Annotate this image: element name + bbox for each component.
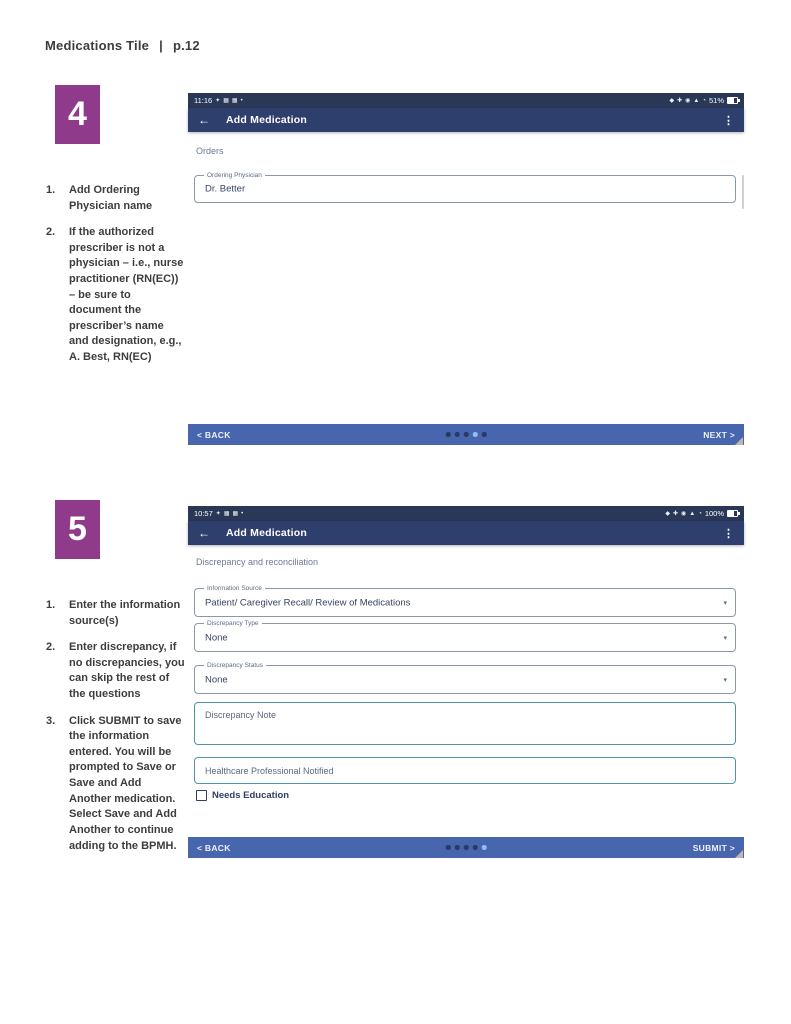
instruction-number: 1.: [46, 184, 56, 196]
notification-icon: ✦: [215, 510, 221, 517]
field-value: None: [205, 674, 228, 685]
notification-icon: ✦: [215, 97, 221, 104]
step-4-badge: 4: [55, 85, 100, 144]
status-bar-right: [665, 509, 738, 518]
page-dot: [446, 845, 451, 850]
status-bar-left: [194, 96, 243, 105]
needs-education-checkbox[interactable]: [196, 790, 207, 801]
alarm-icon: ◔: [698, 510, 702, 517]
section-label: Orders: [196, 146, 224, 156]
discrepancy-status-dropdown[interactable]: [194, 662, 736, 694]
screenshot-icon: ▦: [223, 510, 230, 517]
app-bar-title: Add Medication: [226, 527, 307, 539]
doc-header: [45, 38, 200, 53]
next-button[interactable]: NEXT >: [703, 429, 735, 440]
instruction-number: 1.: [46, 599, 56, 611]
instruction-item: [46, 183, 186, 214]
checkbox-label: Needs Education: [212, 790, 290, 801]
instruction-item: [46, 598, 186, 629]
app-bar: [188, 108, 744, 132]
instruction-number: 2.: [46, 226, 56, 239]
bottom-nav-bar: [188, 424, 744, 445]
page-dot: [473, 845, 478, 850]
wifi-icon: ▲: [693, 97, 700, 104]
ordering-physician-field[interactable]: [194, 172, 736, 203]
form-body: [188, 545, 744, 837]
page-dot: [455, 432, 460, 437]
clock-text: 10:57: [194, 509, 213, 518]
back-arrow-icon[interactable]: ←: [198, 113, 210, 127]
status-bar: [188, 93, 744, 108]
field-label: Ordering Physician: [204, 172, 265, 179]
battery-icon: [727, 510, 738, 517]
back-button[interactable]: < BACK: [197, 842, 231, 853]
form-body: [188, 132, 744, 424]
instruction-text: If the authorized prescriber is not a physician – i.e., nurse practitioner (RN(EC)) – be sure to document the prescriber’s name and designation, e.g., A. Best, RN(EC): [69, 226, 184, 364]
more-notifications-icon: •: [241, 510, 244, 517]
step-5-badge: 5: [55, 500, 100, 559]
instruction-number: 3.: [46, 714, 56, 727]
instruction-item: [46, 640, 186, 702]
page-dot: [455, 845, 460, 850]
doc-page-number: p.12: [172, 38, 200, 53]
discrepancy-type-dropdown[interactable]: [194, 620, 736, 652]
location-icon: ◉: [680, 510, 687, 517]
doc-title: Medications Tile: [45, 38, 150, 53]
instruction-text: Enter the information source(s): [69, 599, 181, 627]
screenshot-add-medication-orders: [188, 93, 744, 445]
screenshot-add-medication-discrepancy: [188, 506, 744, 858]
status-bar-left: [194, 509, 243, 518]
alarm-icon: ◔: [702, 97, 706, 104]
app-notification-icon: ▦: [231, 97, 238, 104]
page-dots: [446, 845, 487, 850]
wifi-icon: ▲: [689, 510, 696, 517]
battery-icon: [727, 97, 738, 104]
instruction-item: [46, 714, 186, 854]
medical-icon: ✚: [677, 97, 683, 104]
page-dot: [464, 432, 469, 437]
page-dots: [446, 432, 487, 437]
nfc-icon: ◆: [669, 97, 675, 104]
field-value: None: [205, 632, 228, 643]
page-dot: [446, 432, 451, 437]
needs-education-checkbox-row: [196, 790, 289, 801]
battery-percent: 100%: [704, 509, 724, 518]
battery-percent: 51%: [708, 96, 724, 105]
discrepancy-note-textarea[interactable]: [194, 702, 736, 745]
field-label: Information Source: [204, 585, 265, 592]
bottom-nav-bar: [188, 837, 744, 858]
healthcare-professional-notified-input[interactable]: [194, 757, 736, 784]
app-bar-title: Add Medication: [226, 114, 307, 126]
app-notification-icon: ▦: [232, 510, 239, 517]
page-curl-icon: [735, 437, 743, 445]
chevron-down-icon: ▾: [723, 599, 727, 607]
nfc-icon: ◆: [665, 510, 670, 517]
page-dot-active: [482, 845, 487, 850]
scrollbar[interactable]: [742, 175, 744, 209]
chevron-down-icon: ▾: [723, 676, 727, 684]
instruction-item: [46, 225, 186, 365]
page-curl-icon: [735, 850, 743, 858]
back-arrow-icon[interactable]: ←: [198, 526, 210, 540]
page-dot: [464, 845, 469, 850]
overflow-menu-icon[interactable]: ⋮: [723, 527, 734, 540]
back-button[interactable]: < BACK: [197, 429, 231, 440]
instruction-number: 2.: [46, 641, 56, 654]
step-4-instructions: [46, 183, 186, 366]
submit-button[interactable]: SUBMIT >: [692, 842, 735, 853]
step-5-instructions: [46, 598, 186, 854]
instruction-text: Enter discrepancy, if no discrepancies, you can skip the rest of the questions: [69, 641, 185, 701]
doc-header-divider: |: [159, 38, 163, 53]
section-label: Discrepancy and reconciliation: [196, 557, 319, 567]
overflow-menu-icon[interactable]: ⋮: [723, 114, 734, 127]
field-placeholder: Discrepancy Note: [205, 710, 277, 720]
chevron-down-icon: ▾: [723, 634, 727, 642]
page-dot-active: [473, 432, 478, 437]
field-label: Discrepancy Type: [204, 620, 262, 627]
location-icon: ◉: [685, 97, 691, 104]
instruction-text: Click SUBMIT to save the information entered. You will be prompted to Save or Save and Add Another medication. Select Save and Add Another to continue adding to the BPMH.: [69, 714, 182, 852]
app-bar: [188, 521, 744, 545]
field-label: Discrepancy Status: [204, 662, 266, 669]
instruction-text: Add Ordering Physician name: [69, 184, 153, 212]
field-value: Dr. Better: [205, 183, 246, 195]
status-bar: [188, 506, 744, 521]
app-notification-icon: ▦: [223, 97, 229, 104]
page-dot: [482, 432, 487, 437]
status-bar-right: [670, 96, 739, 105]
field-value: Patient/ Caregiver Recall/ Review of Medications: [205, 597, 411, 608]
more-notifications-icon: •: [240, 97, 243, 104]
field-placeholder: Healthcare Professional Notified: [205, 765, 334, 776]
medical-icon: ✚: [672, 510, 678, 517]
information-source-dropdown[interactable]: [194, 585, 736, 617]
clock-text: 11:16: [194, 96, 213, 105]
